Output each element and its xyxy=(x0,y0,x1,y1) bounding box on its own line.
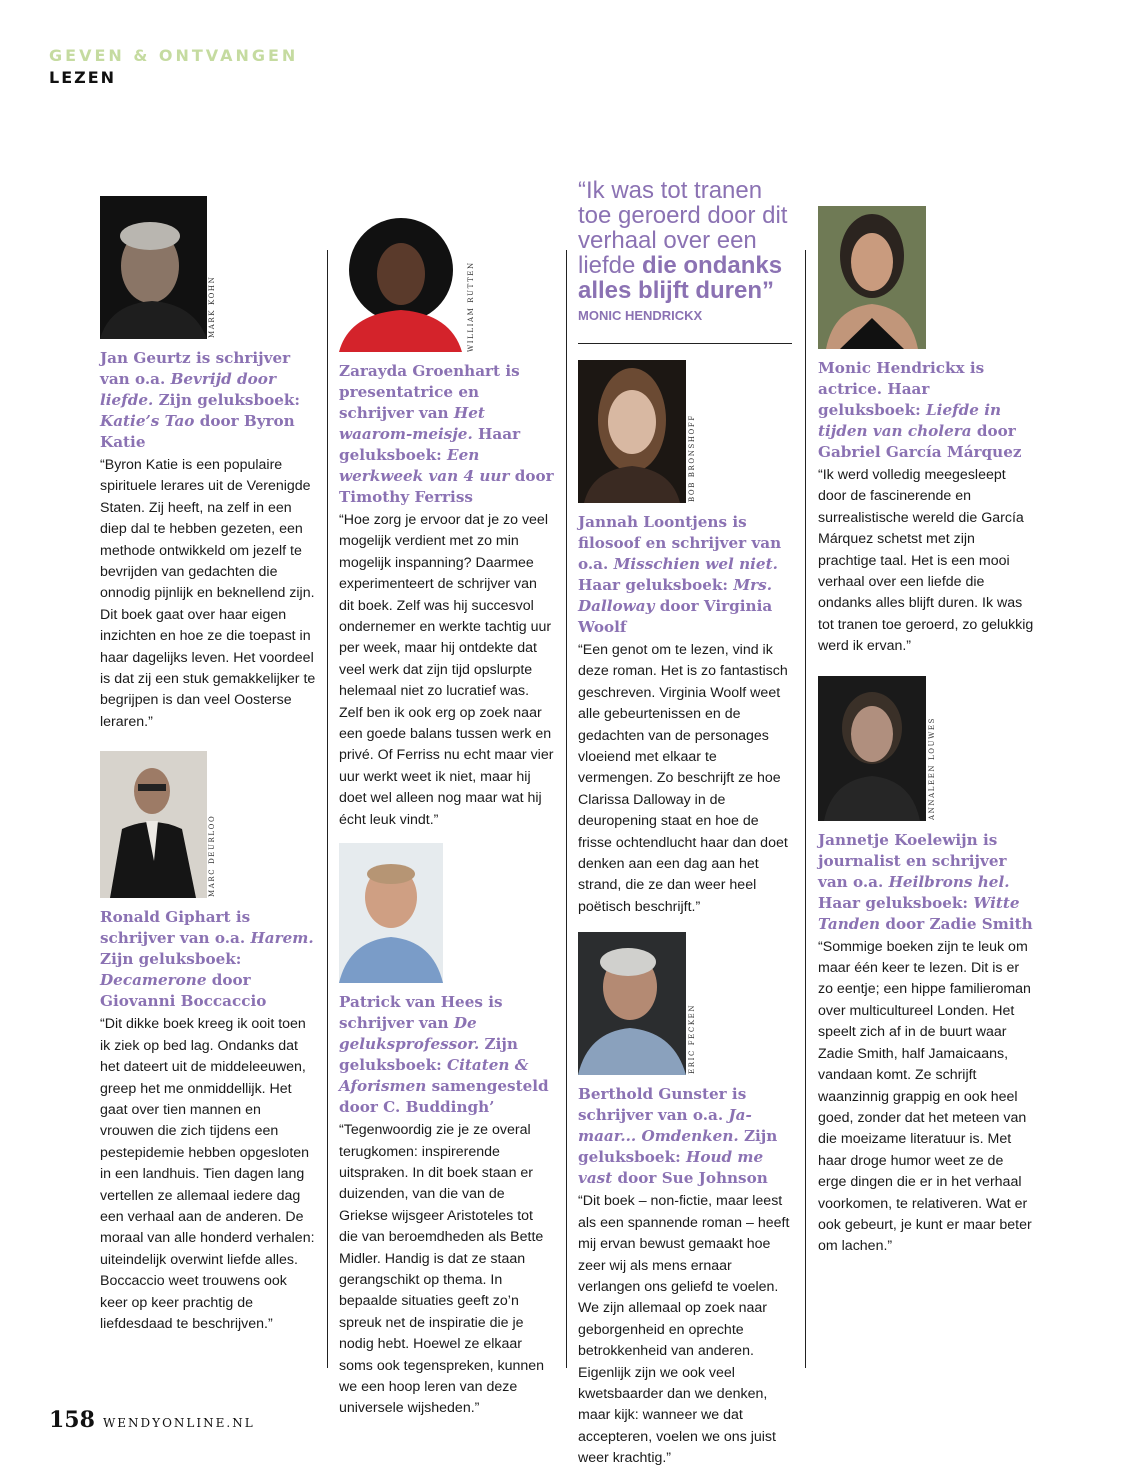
entry-body: “Dit boek – non-fictie, maar leest als een spannende roman – heeft mij ervan bewust gemaakt hoe zeer wij als mens ernaar verlangen ons geliefd te voelen. We zijn allemaal op zoek naar geborgenheid en oprechte betrokkenheid van anderen. Eigenlijk zijn we ook veel kwetsbaarder dan we denken, maar kijk: wanneer we dat accepteren, voelen we ons juist weer krachtig.” xyxy=(578,1193,790,1467)
portrait-jannah-loontjens xyxy=(578,360,696,503)
portrait-jannetje-koelewijn xyxy=(818,676,936,821)
entry-heading: Jannah Loontjens is filosoof en schrijver van o.a. Misschien wel niet. Haar geluksboek: Mrs. Dalloway door Virginia Woolf xyxy=(578,513,782,636)
column-divider xyxy=(566,250,567,1368)
entry-heading: Patrick van Hees is schrijver van De geluksprofessor. Zijn geluksboek: Citaten & Aforismen samengesteld door C. Buddingh’ xyxy=(339,993,549,1117)
column-divider xyxy=(327,250,328,1368)
entry-body: “Hoe zorg je ervoor dat je zo veel mogelijk verdient met zo min mogelijk inspanning? Daarmee experimenteert de schrijver van dit boek. Zelf was hij succesvol ondernemer en werkte tachtig uur per week, maar hij ontdekte dat veel werk dat zijn tijd opslurpte helemaal niet zo lucratief was. Zelf ben ik ook erg op zoek naar een goede balans tussen werk en privé. Of Ferriss nu echt maar vier uur werkt weet ik niet, maar hij doet wel alleen nog maar wat hij écht leuk vindt.” xyxy=(339,512,554,828)
photo-credit: ERIC FECKEN xyxy=(688,1004,696,1075)
column-2 xyxy=(339,212,555,1420)
entry-heading: Jan Geurtz is schrijver van o.a. Bevrijd door liefde. Zijn geluksboek: Katie’s Tao door Byron Katie xyxy=(100,349,300,451)
photo-credit: MARC DEURLOO xyxy=(208,814,216,898)
column-divider xyxy=(805,250,806,1368)
entry-body: “Sommige boeken zijn te leuk om maar één keer te lezen. Dit is er zo eentje; een hippe familieroman over multicultureel Londen. Het speelt zich af in de buurt waar Zadie Smith, half Jamaicaans, vandaan komt. Ze schrijft waanzinnig grappig en ook heel goed, zonder dat het meteen van die moeizame literatuur is. Met haar droge humor weet ze de erge dingen die er in het verhaal voorkomen, te relativeren. Wat er ook gebeurt, je kunt er maar beter om lachen.” xyxy=(818,938,1032,1255)
section-label: GEVEN & ONTVANGEN xyxy=(49,46,299,65)
portrait-ronald-giphart xyxy=(100,751,216,898)
entry-heading: Monic Hendrickx is actrice. Haar geluksboek: Liefde in tijden van cholera door Gabriel García Márquez xyxy=(818,359,1022,461)
entry-body: “Een genot om te lezen, vind ik deze roman. Het is zo fantastisch geschreven. Virginia Woolf weet alle gebeurtenissen en de gedachten van de personages vloeiend met elkaar te vermengen. Zo beschrijft ze hoe Clarissa Dalloway in de deuropening staat en hoe de frisse ochtendlucht haar dan doet denken aan een dag aan het strand, die ze dan weer heel poëtisch beschrijft.” xyxy=(578,642,788,915)
portrait-monic-hendrickx xyxy=(818,206,926,349)
entry-body: “Byron Katie is een populaire spirituele lerares uit de Verenigde Staten. Zij heeft, na zelf in een diep dal te hebben gezeten, een methode ontwikkeld om jezelf te bevrijden van gedachten die onnodig pijnlijk en beknellend zijn. Dit boek gaat over haar eigen inzichten en hoe ze die toepast in haar dagelijks leven. Het voordeel is dat zij een stuk gemakkelijker te begrijpen is dan veel Oosterse leraren.” xyxy=(100,457,316,730)
photo-credit: WILLIAM RUTTEN xyxy=(467,261,475,352)
entry-body: “Dit dikke boek kreeg ik ooit toen ik ziek op bed lag. Ondanks dat het dateert uit de middeleeuwen, greep het me onmiddellijk. Het gaat over tien mannen en vrouwen die zich tijdens een pestepidemie hebben opgesloten in een landhuis. Tien dagen lang vertellen ze allemaal iedere dag een verhaal aan de anderen. De moraal van alle honderd verhalen: uiteindelijk overwint liefde alles. Boccaccio weet trouwens ook keer op keer prachtig de liefdesdaad te beschrijven.” xyxy=(100,1016,315,1332)
entry-heading: Zarayda Groenhart is presentatrice en schrijver van Het waarom-meisje. Haar geluksboek: Een werkweek van 4 uur door Timothy Ferriss xyxy=(339,362,554,506)
photo-credit: ANNALEEN LOUWES xyxy=(928,716,936,820)
portrait-berthold-gunster xyxy=(578,932,696,1075)
column-4 xyxy=(818,206,1034,1258)
entry-body: “Tegenwoordig zie je ze overal terugkomen: inspirerende uitspraken. In dit boek staan er duizenden, van die van de Griekse wijsgeer Aristoteles tot die van beroemdheden als Bette Midler. Handig is dat ze staan gerangschikt op thema. In bepaalde situaties geeft zo’n spreuk net de inspiratie die je nodig hebt. Hoewel ze elkaar soms ook tegenspreken, kunnen we een hoop leren van deze universele wijsheden.” xyxy=(339,1122,545,1417)
portrait-zarayda-groenhart xyxy=(339,212,475,352)
photo-credit: BOB BRONSHOFF xyxy=(688,414,696,502)
entry-body: “Ik werd volledig meegesleept door de fascinerende en surrealistische wereld die García Márquez schetst met zijn prachtige taal. Het is een mooi verhaal over een liefde die ondanks alles blijft duren. Ik was tot tranen toe geroerd, zo gelukkig werd ik ervan.” xyxy=(818,467,1034,655)
page-footer xyxy=(49,1407,255,1433)
column-3 xyxy=(578,178,794,1470)
pull-quote: “Ik was tot tranen toe geroerd door dit verhaal over een liefde die ondanks alles blijft duren” xyxy=(578,177,788,304)
quote-divider xyxy=(578,343,792,344)
pull-quote-author: MONIC HENDRICKX xyxy=(578,308,703,323)
entry-heading: Berthold Gunster is schrijver van o.a. Ja-maar... Omdenken. Zijn geluksboek: Houd me vast door Sue Johnson xyxy=(578,1085,778,1188)
subsection-label: LEZEN xyxy=(49,68,117,87)
column-1 xyxy=(100,196,316,1335)
entry-heading: Ronald Giphart is schrijver van o.a. Harem. Zijn geluksboek: Decamerone door Giovanni Boccaccio xyxy=(100,908,314,1011)
portrait-patrick-van-hees xyxy=(339,843,443,983)
photo-credit: MARK KOHN xyxy=(208,275,216,338)
portrait-jan-geurtz xyxy=(100,196,216,339)
entry-heading: Jannetje Koelewijn is journalist en schrijver van o.a. Heilbrons hel. Haar geluksboek: Witte Tanden door Zadie Smith xyxy=(818,830,1033,933)
site-url: WENDYONLINE.NL xyxy=(102,1416,255,1430)
page-number: 158 xyxy=(49,1407,95,1433)
